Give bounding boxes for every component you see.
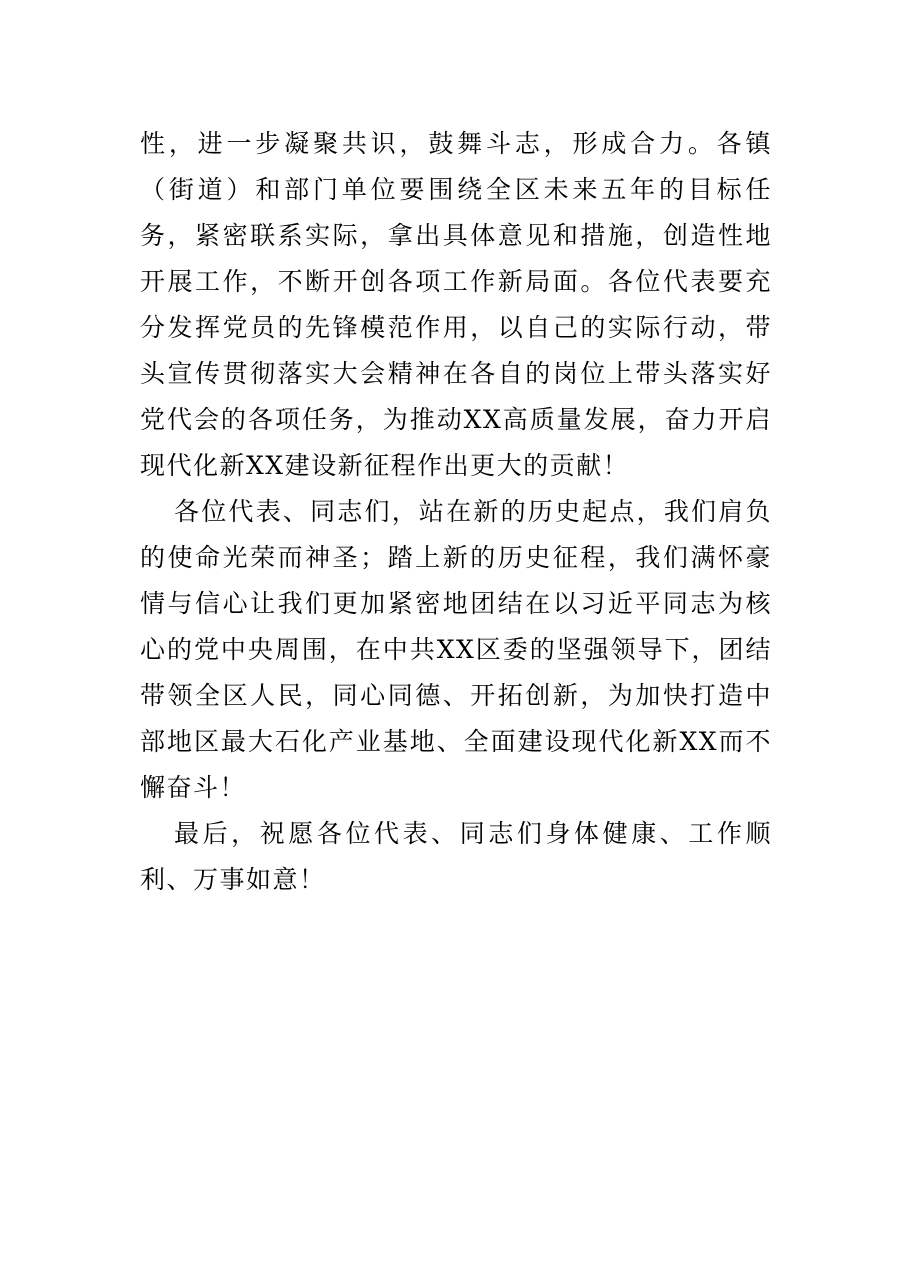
paragraph-continuation: 性，进一步凝聚共识，鼓舞斗志，形成合力。各镇（街道）和部门单位要围绕全区未来五年的目标任务，紧密联系实际，拿出具体意见和措施，创造性地开展工作，不断开创各项工作新局面。各位代表要充分发挥党员的先锋模范作用，以自己的实际行动，带头宣传贯彻落实大会精神在各自的岗位上带头落实好党代会的各项任务，为推动XX高质量发展，奋力开启现代化新XX建设新征程作出更大的贡献！ (140, 129, 772, 480)
document-body (140, 121, 772, 903)
paragraph-closing-wishes: 最后，祝愿各位代表、同志们身体健康、工作顺利、万事如意！ (140, 819, 772, 894)
paragraph-call-to-unity: 各位代表、同志们，站在新的历史起点，我们肩负的使命光荣而神圣；踏上新的历史征程，我们满怀豪情与信心让我们更加紧密地团结在以习近平同志为核心的党中央周围，在中共XX区委的坚强领导下，团结带领全区人民，同心同德、开拓创新，为加快打造中部地区最大石化产业基地、全面建设现代化新XX而不懈奋斗！ (140, 497, 772, 802)
